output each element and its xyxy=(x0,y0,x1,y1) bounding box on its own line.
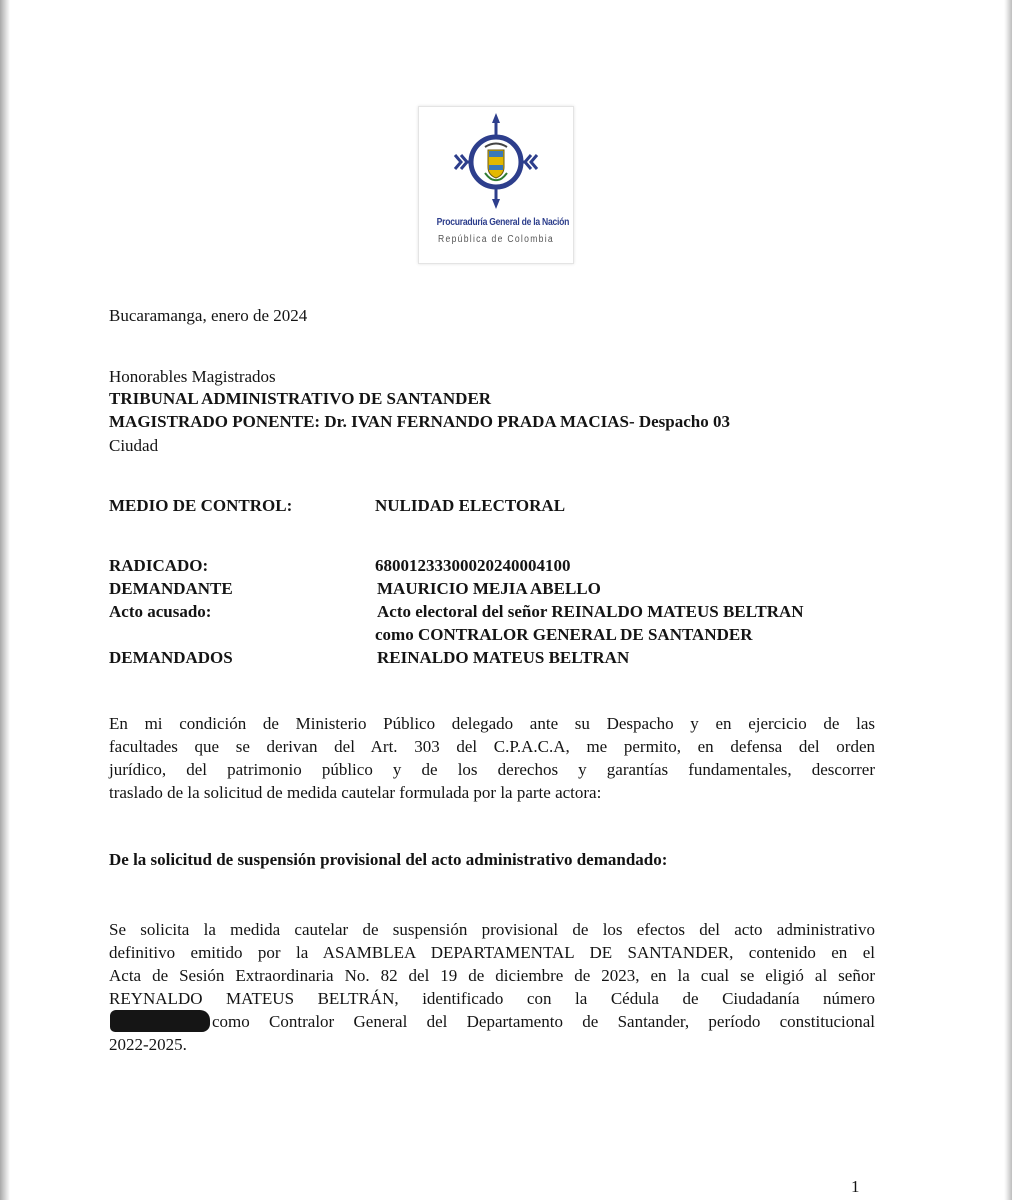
redaction-mark xyxy=(110,1010,210,1032)
medio-label: MEDIO DE CONTROL: xyxy=(109,496,293,515)
body-paragraph-line: 2022-2025. xyxy=(109,1035,187,1054)
magistrate-line: MAGISTRADO PONENTE: Dr. IVAN FERNANDO PRADA MACIAS- Despacho 03 xyxy=(109,412,730,431)
body-paragraph-line: definitivo emitido por la ASAMBLEA DEPARTAMENTAL DE SANTANDER, contenido en el xyxy=(109,943,875,962)
demandados-value: REINALDO MATEUS BELTRAN xyxy=(377,648,630,667)
tribunal-name: TRIBUNAL ADMINISTRATIVO DE SANTANDER xyxy=(109,389,492,408)
intro-paragraph-line: En mi condición de Ministerio Público delegado ante su Despacho y en ejercicio de las xyxy=(109,714,875,733)
procuraduria-logo xyxy=(418,106,574,264)
salutation: Honorables Magistrados xyxy=(109,367,276,386)
city-line: Ciudad xyxy=(109,436,159,455)
body-paragraph-line: Acta de Sesión Extraordinaria No. 82 del 19 de diciembre de 2023, en la cual se eligió al señor xyxy=(109,966,875,985)
page-edge-shadow-right xyxy=(1004,0,1012,1200)
body-paragraph-line: REYNALDO MATEUS BELTRÁN, identificado con la Cédula de Ciudadanía número xyxy=(109,989,875,1008)
radicado-value: 68001233300020240004100 xyxy=(375,556,571,575)
intro-paragraph-line: facultades que se derivan del Art. 303 del C.P.A.C.A, me permito, en defensa del orden xyxy=(109,737,875,756)
acto-value-line2: como CONTRALOR GENERAL DE SANTANDER xyxy=(375,625,753,644)
demandante-label: DEMANDANTE xyxy=(109,579,233,598)
acto-value-line1: Acto electoral del señor REINALDO MATEUS BELTRAN xyxy=(377,602,804,621)
logo-title: Procuraduría General de la Nación xyxy=(436,217,570,228)
page-number: 1 xyxy=(851,1177,860,1196)
intro-paragraph-line: jurídico, del patrimonio público y de los derechos y garantías fundamentales, descorrer xyxy=(109,760,875,779)
page-edge-shadow-left xyxy=(0,0,10,1200)
body-paragraph-line: como Contralor General del Departamento de Santander, período constitucional xyxy=(212,1012,875,1031)
intro-paragraph-line: traslado de la solicitud de medida cautelar formulada por la parte actora: xyxy=(109,783,602,802)
radicado-label: RADICADO: xyxy=(109,556,209,575)
demandados-label: DEMANDADOS xyxy=(109,648,233,667)
logo-subtitle: República de Colombia xyxy=(437,234,555,245)
date-line: Bucaramanga, enero de 2024 xyxy=(109,306,308,325)
acto-label: Acto acusado: xyxy=(109,602,212,621)
demandante-value: MAURICIO MEJIA ABELLO xyxy=(377,579,601,598)
body-paragraph-line: Se solicita la medida cautelar de suspensión provisional de los efectos del acto administrativo xyxy=(109,920,875,939)
medio-value: NULIDAD ELECTORAL xyxy=(375,496,566,515)
section-heading: De la solicitud de suspensión provisional del acto administrativo demandado: xyxy=(109,850,668,869)
